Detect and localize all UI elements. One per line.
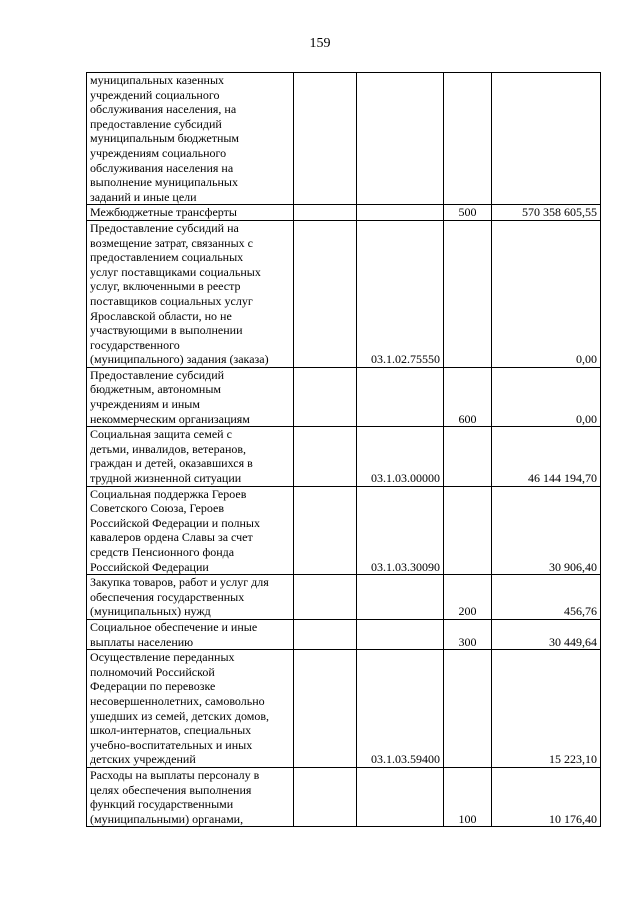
row-name-cell: Осуществление переданных полномочий Российской Федерации по перевозке несовершеннолетних, самовольно ушедших из семей, детских домов, школ-интернатов, специальных учебно-воспитательных и иных детских учреждений	[87, 650, 294, 768]
empty-cell	[294, 427, 357, 486]
table-row	[87, 575, 601, 620]
empty-cell	[294, 767, 357, 826]
table-row	[87, 767, 601, 826]
row-type-cell: 500	[444, 205, 492, 221]
row-sum-cell	[492, 73, 601, 205]
row-type-cell	[444, 220, 492, 367]
row-name-cell: Межбюджетные трансферты	[87, 205, 294, 221]
empty-cell	[294, 367, 357, 426]
row-type-cell	[444, 486, 492, 575]
row-name-cell: Предоставление субсидий на возмещение затрат, связанных с предоставлением социальных услуг поставщиками социальных услуг, включенными в реестр поставщиков социальных услуг Ярославской области, но не участвующими в выполнении государственного (муниципального) задания (заказа)	[87, 220, 294, 367]
row-name-cell: Социальная поддержка Героев Советского Союза, Героев Российской Федерации и полных кавалеров ордена Славы за счет средств Пенсионного фонда Российской Федерации	[87, 486, 294, 575]
row-code-cell	[357, 367, 444, 426]
row-name-cell: Расходы на выплаты персоналу в целях обеспечения выполнения функций государственными (муниципальными) органами,	[87, 767, 294, 826]
empty-cell	[294, 650, 357, 768]
row-type-cell	[444, 427, 492, 486]
row-sum-cell: 30 449,64	[492, 619, 601, 649]
table-row	[87, 486, 601, 575]
row-type-cell: 100	[444, 767, 492, 826]
row-type-cell: 300	[444, 619, 492, 649]
row-sum-cell: 456,76	[492, 575, 601, 620]
table-row	[87, 367, 601, 426]
table-row	[87, 205, 601, 221]
empty-cell	[294, 220, 357, 367]
page-number: 159	[309, 36, 331, 51]
row-code-cell	[357, 767, 444, 826]
row-code-cell: 03.1.02.75550	[357, 220, 444, 367]
row-code-cell: 03.1.03.00000	[357, 427, 444, 486]
table-row	[87, 427, 601, 486]
row-name-cell: Социальное обеспечение и иные выплаты населению	[87, 619, 294, 649]
row-name-cell: Предоставление субсидий бюджетным, автономным учреждениям и иным некоммерческим организациям	[87, 367, 294, 426]
table-row	[87, 619, 601, 649]
row-sum-cell: 15 223,10	[492, 650, 601, 768]
row-code-cell	[357, 575, 444, 620]
row-type-cell	[444, 650, 492, 768]
budget-table	[86, 72, 601, 827]
row-sum-cell: 30 906,40	[492, 486, 601, 575]
row-name-cell: Закупка товаров, работ и услуг для обеспечения государственных (муниципальных) нужд	[87, 575, 294, 620]
row-sum-cell: 10 176,40	[492, 767, 601, 826]
row-sum-cell: 46 144 194,70	[492, 427, 601, 486]
empty-cell	[294, 486, 357, 575]
row-code-cell	[357, 73, 444, 205]
empty-cell	[294, 619, 357, 649]
row-name-cell: муниципальных казенных учреждений социального обслуживания населения, на предоставление субсидий муниципальным бюджетным учреждениям социального обслуживания населения на выполнение муниципальных заданий и иные цели	[87, 73, 294, 205]
budget-table-body	[87, 73, 601, 827]
row-code-cell: 03.1.03.30090	[357, 486, 444, 575]
row-sum-cell: 570 358 605,55	[492, 205, 601, 221]
row-type-cell: 200	[444, 575, 492, 620]
row-type-cell: 600	[444, 367, 492, 426]
row-code-cell: 03.1.03.59400	[357, 650, 444, 768]
table-row	[87, 220, 601, 367]
empty-cell	[294, 575, 357, 620]
row-type-cell	[444, 73, 492, 205]
row-sum-cell: 0,00	[492, 367, 601, 426]
row-code-cell	[357, 619, 444, 649]
empty-cell	[294, 205, 357, 221]
row-name-cell: Социальная защита семей с детьми, инвалидов, ветеранов, граждан и детей, оказавшихся в трудной жизненной ситуации	[87, 427, 294, 486]
table-row	[87, 650, 601, 768]
row-sum-cell: 0,00	[492, 220, 601, 367]
row-code-cell	[357, 205, 444, 221]
empty-cell	[294, 73, 357, 205]
table-row	[87, 73, 601, 205]
